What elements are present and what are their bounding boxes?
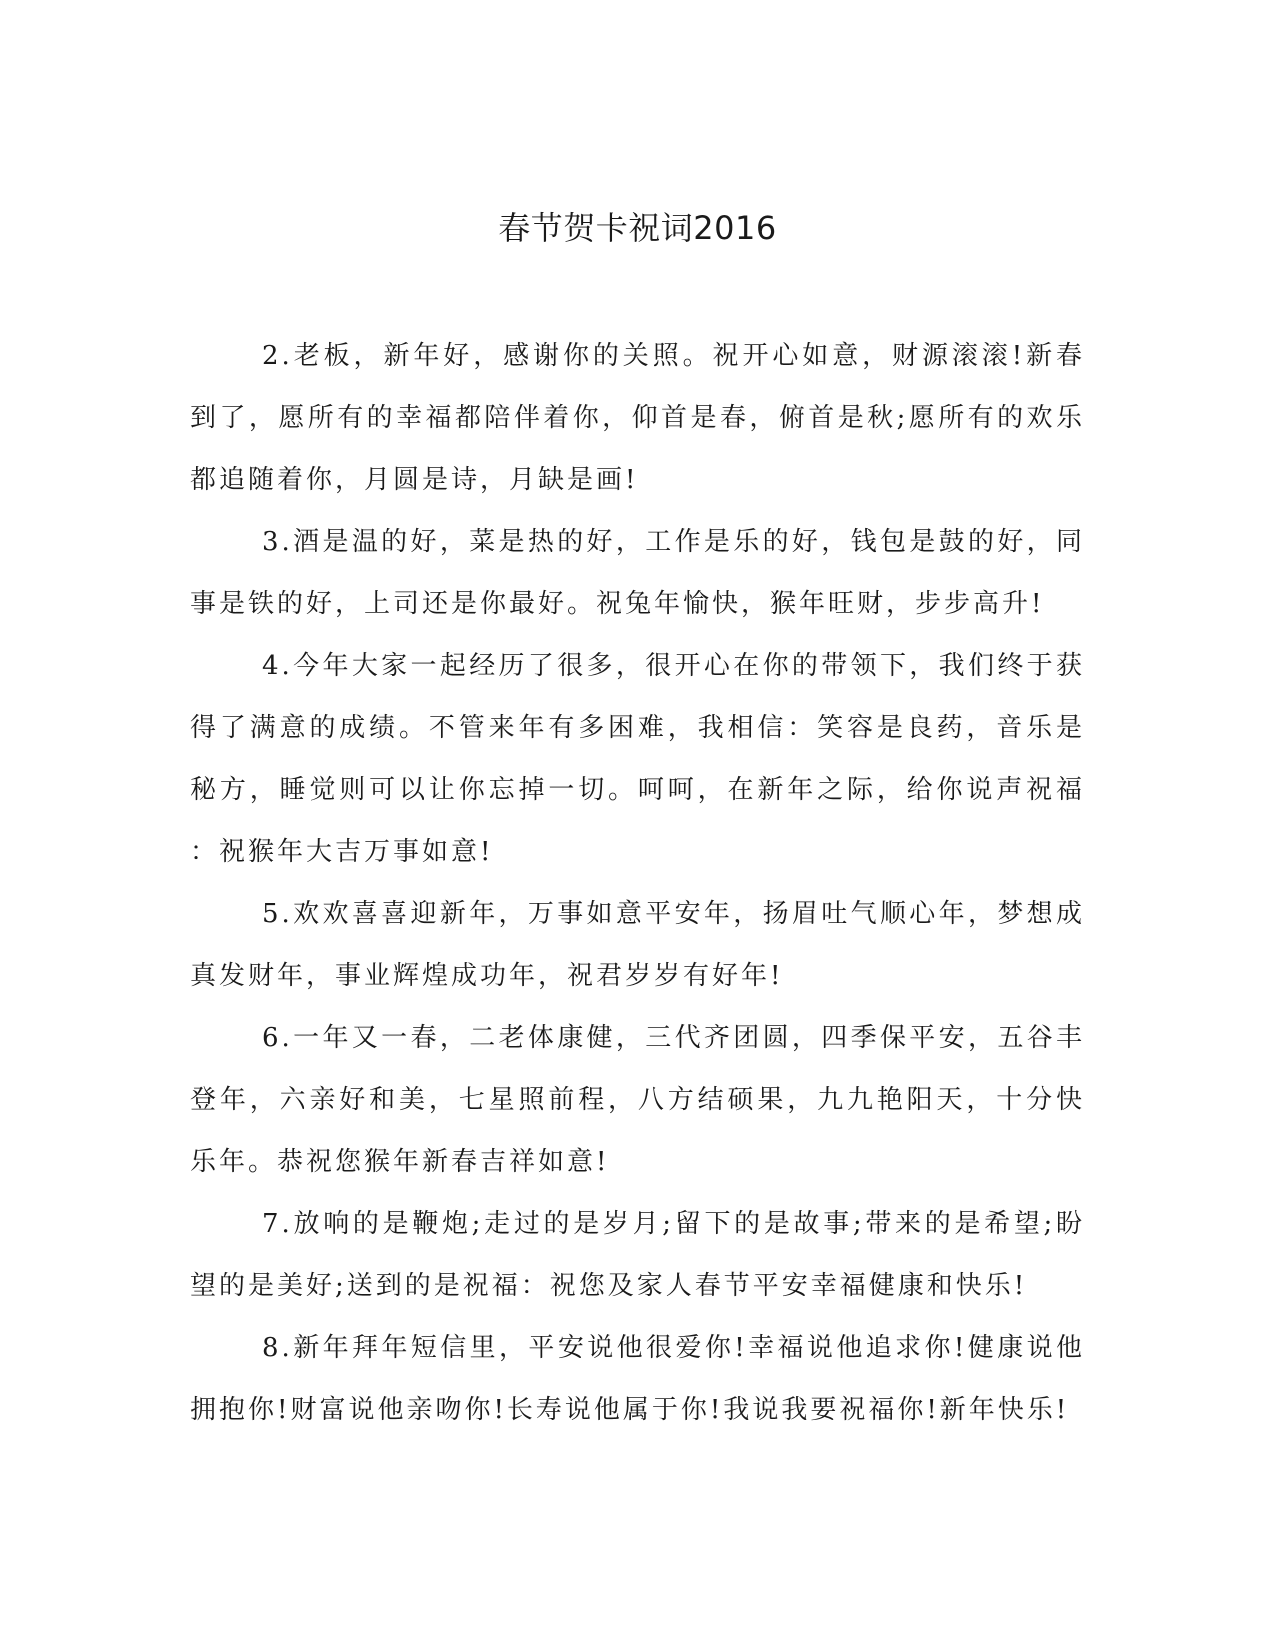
paragraph-3: 3.酒是温的好，菜是热的好，工作是乐的好，钱包是鼓的好，同事是铁的好，上司还是你最好。祝兔年愉快，猴年旺财，步步高升! [190, 527, 1085, 619]
document-body [190, 325, 1085, 1441]
paragraph-2: 2.老板，新年好，感谢你的关照。祝开心如意，财源滚滚!新春到了，愿所有的幸福都陪伴着你，仰首是春，俯首是秋;愿所有的欢乐都追随着你，月圆是诗，月缺是画! [190, 341, 1085, 495]
document-title: 春节贺卡祝词2016 [498, 209, 777, 247]
paragraph-5: 5.欢欢喜喜迎新年，万事如意平安年，扬眉吐气顺心年，梦想成真发财年，事业辉煌成功年，祝君岁岁有好年! [190, 899, 1085, 991]
paragraph-7: 7.放响的是鞭炮;走过的是岁月;留下的是故事;带来的是希望;盼望的是美好;送到的是祝福：祝您及家人春节平安幸福健康和快乐! [190, 1209, 1085, 1301]
paragraph-6: 6.一年又一春，二老体康健，三代齐团圆，四季保平安，五谷丰登年，六亲好和美，七星照前程，八方结硕果，九九艳阳天，十分快乐年。恭祝您猴年新春吉祥如意! [190, 1023, 1085, 1177]
paragraph-4: 4.今年大家一起经历了很多，很开心在你的带领下，我们终于获得了满意的成绩。不管来年有多困难，我相信：笑容是良药，音乐是秘方，睡觉则可以让你忘掉一切。呵呵，在新年之际，给你说声祝福：祝猴年大吉万事如意! [190, 651, 1085, 867]
paragraph-8: 8.新年拜年短信里，平安说他很爱你!幸福说他追求你!健康说他拥抱你!财富说他亲吻你!长寿说他属于你!我说我要祝福你!新年快乐! [190, 1333, 1085, 1425]
